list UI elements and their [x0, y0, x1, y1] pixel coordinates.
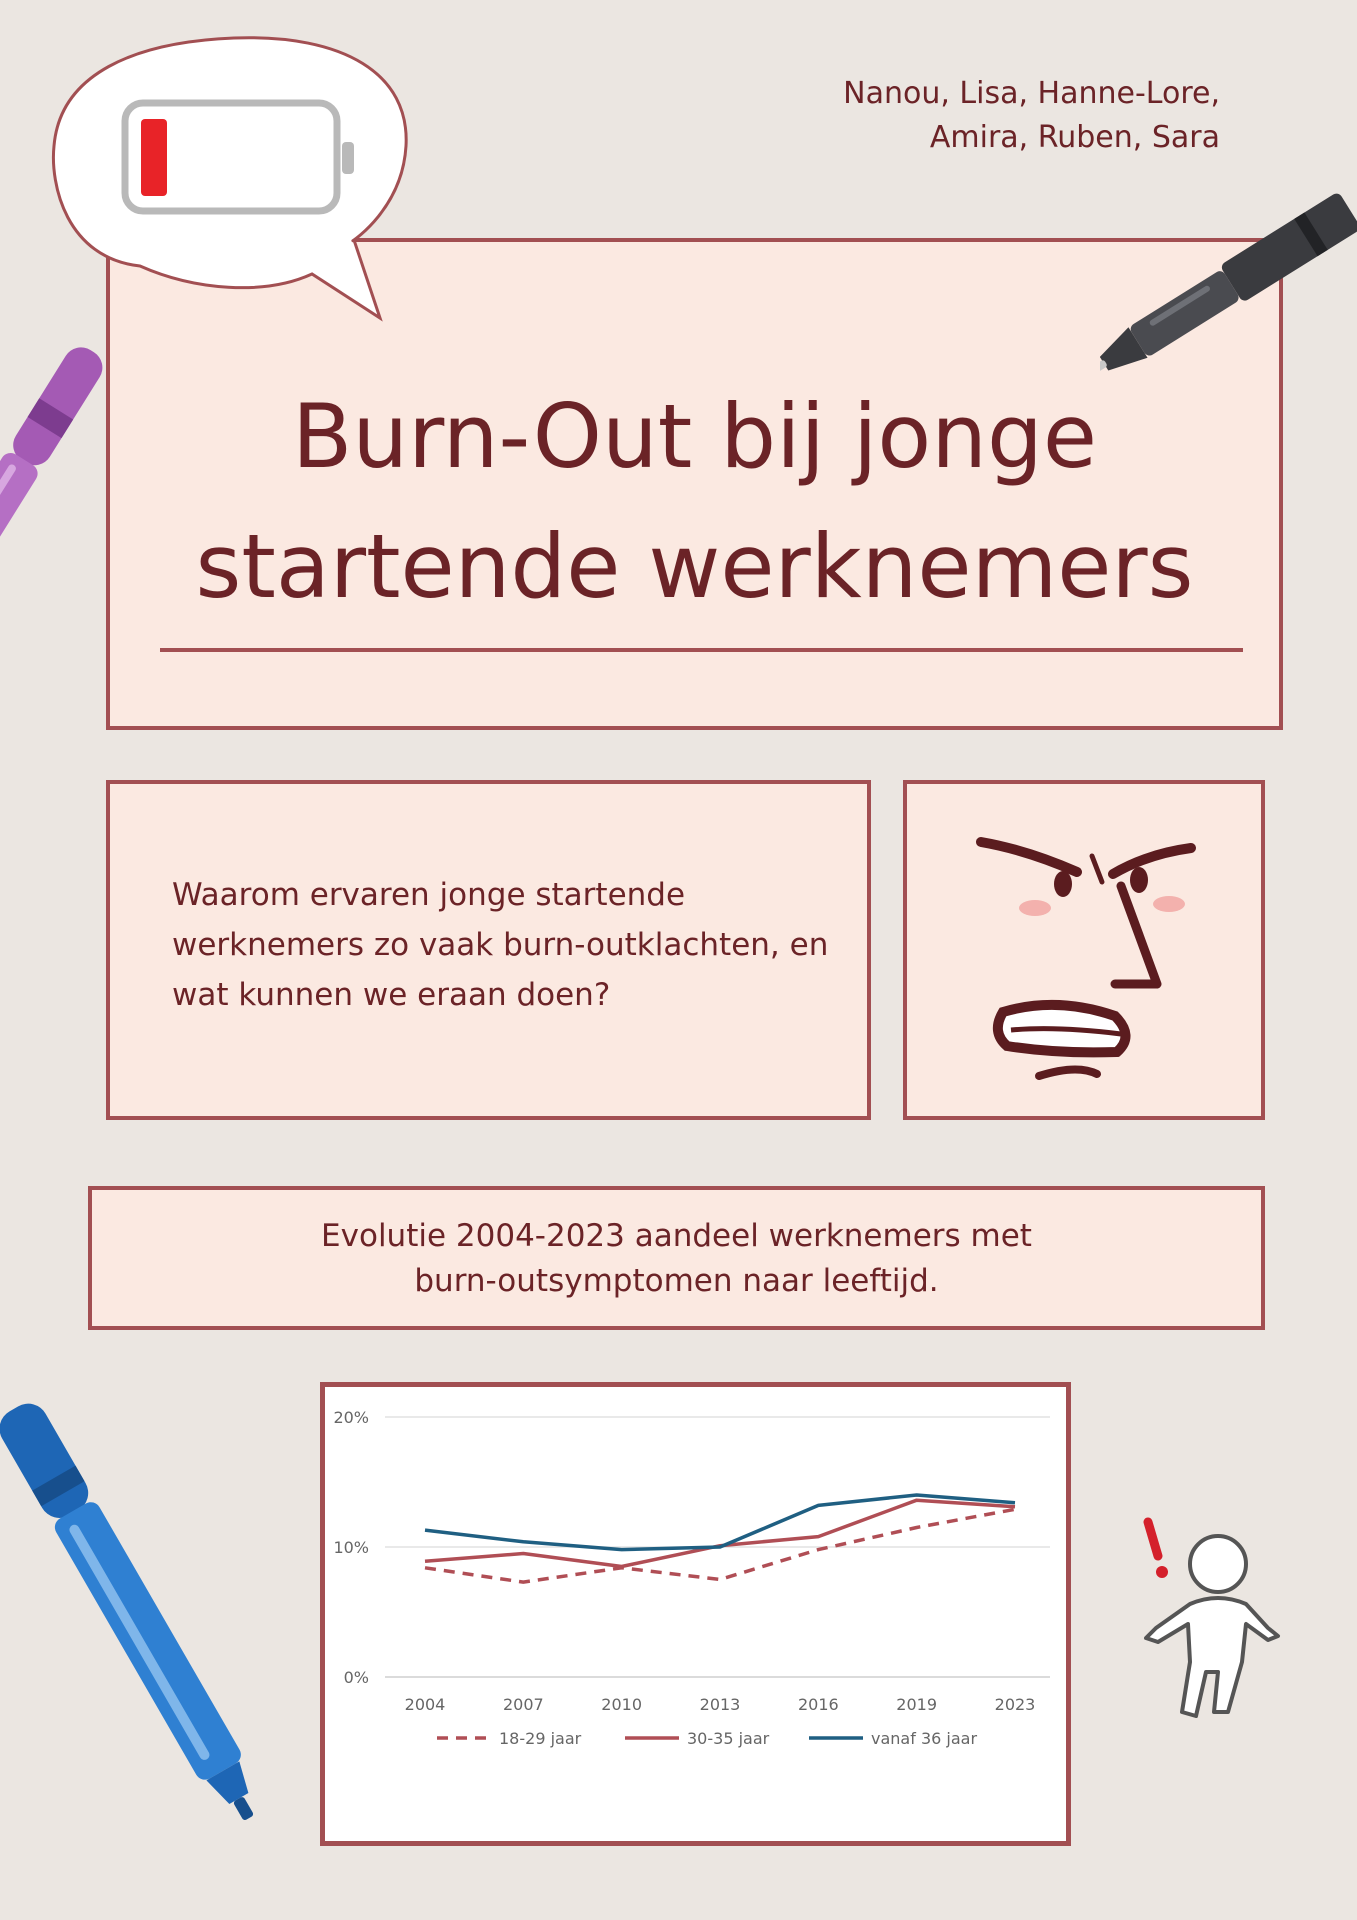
authors-line-2: Amira, Ruben, Sara	[929, 120, 1220, 155]
black-pen-icon	[1100, 190, 1357, 380]
series-line	[425, 1500, 1015, 1566]
title-divider	[160, 648, 1243, 652]
series-line	[425, 1495, 1015, 1550]
legend-label: vanaf 36 jaar	[871, 1729, 978, 1748]
legend-label: 30-35 jaar	[687, 1729, 770, 1748]
chart-caption	[92, 1214, 1261, 1304]
research-question: Waarom ervaren jonge startende werknemers zo vaak burn-outklachten, en wat kunnen we eraan doen?	[172, 877, 829, 1013]
question-panel	[106, 780, 871, 1120]
legend-label: 18-29 jaar	[499, 1729, 582, 1748]
purple-marker-icon	[0, 328, 170, 618]
blue-marker-icon	[0, 1400, 260, 1860]
x-tick-label: 2023	[994, 1695, 1036, 1714]
title-line-1: Burn-Out bij jonge	[291, 385, 1098, 488]
chart-svg	[325, 1387, 1066, 1841]
chart-caption-panel	[88, 1186, 1265, 1330]
caption-line-2: burn-outsymptomen naar leeftijd.	[414, 1263, 939, 1299]
angry-face-illustration	[907, 784, 1261, 1116]
face-panel	[903, 780, 1265, 1120]
title-line-2: startende werknemers	[195, 515, 1194, 618]
authors-line-1: Nanou, Lisa, Hanne-Lore,	[843, 76, 1220, 111]
caption-line-1: Evolutie 2004-2023 aandeel werknemers met	[321, 1218, 1032, 1254]
x-tick-label: 2013	[699, 1695, 741, 1714]
speech-bubble	[44, 34, 414, 324]
line-chart	[320, 1382, 1071, 1846]
x-tick-label: 2019	[896, 1695, 938, 1714]
x-tick-label: 2016	[797, 1695, 839, 1714]
y-tick-label: 0%	[343, 1668, 369, 1687]
x-tick-label: 2004	[404, 1695, 446, 1714]
x-tick-label: 2010	[601, 1695, 643, 1714]
y-tick-label: 20%	[333, 1408, 369, 1427]
authors	[700, 72, 1220, 160]
x-tick-label: 2007	[502, 1695, 544, 1714]
y-tick-label: 10%	[333, 1538, 369, 1557]
confused-person-illustration	[1118, 1512, 1288, 1732]
page-title	[110, 372, 1279, 632]
low-battery-icon	[125, 103, 354, 211]
